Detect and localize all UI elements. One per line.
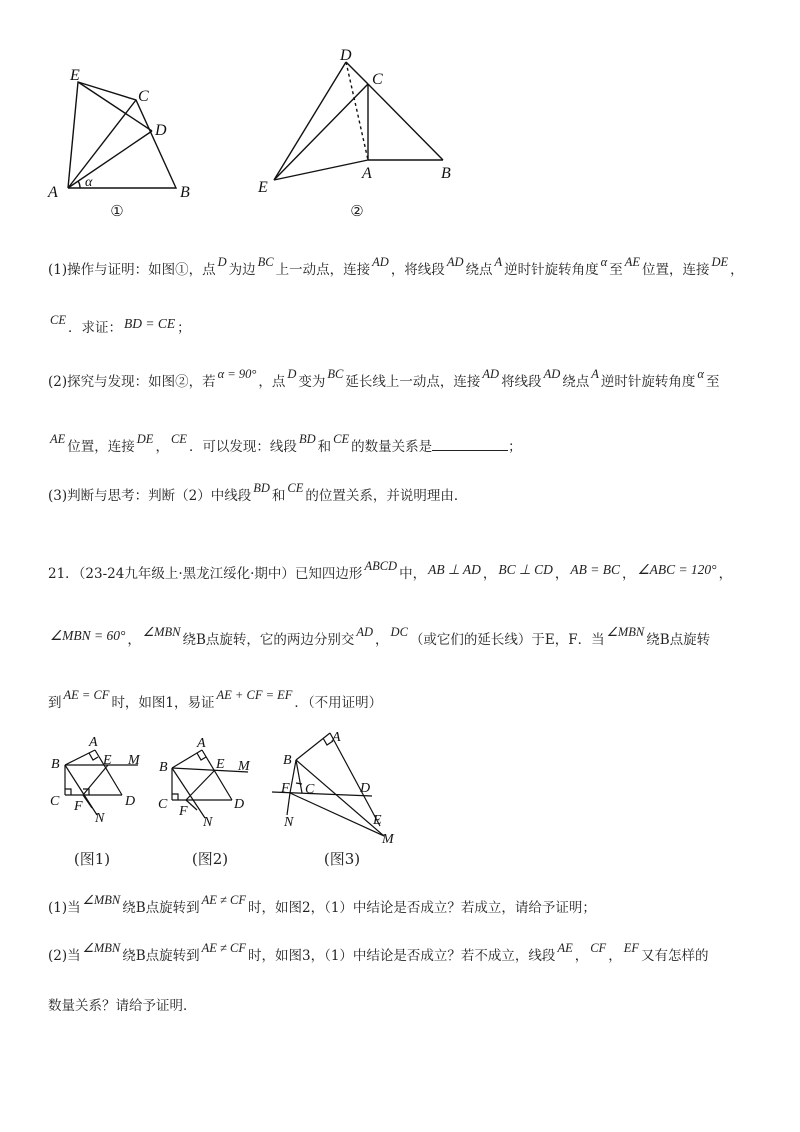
label-D: D	[360, 781, 371, 796]
q21-figure-2	[155, 730, 265, 830]
label-D: D	[340, 47, 352, 64]
figure-1-top	[40, 58, 220, 203]
q21-line3: 到 AE = CF 时，如图1，易证 AE + CF = EF ．（不用证明）	[48, 688, 383, 711]
q21-part1: (1)当 ∠MBN 绕B点旋转到 AE ≠ CF 时，如图2，（1）中结论是否成立？若成立，请给予证明；	[48, 893, 596, 916]
q21-figure-3-caption: (图3)	[323, 850, 361, 868]
q20-part2-line2: AE 位置，连接 DE ， CE ．可以发现：线段 BD 和 CE 的数量关系是 ；	[50, 432, 522, 455]
q21-part2-line1: (2)当 ∠MBN 绕B点旋转到 AE ≠ CF 时，如图3，（1）中结论是否成立？若不成立，线段 AE ， CF ， EF 又有怎样的	[48, 941, 709, 964]
label-E: E	[373, 813, 382, 828]
q20-part2-line1: (2)探究与发现：如图②，若 α = 90° ，点 D 变为 BC 延长线上一动点，连接 AD 将线段 AD 绕点 A 逆时针旋转角度 α 至	[48, 367, 720, 390]
answer-blank[interactable]	[432, 436, 508, 451]
label-B: B	[180, 184, 190, 201]
label-A: A	[197, 736, 206, 751]
label-A: A	[89, 735, 98, 750]
label-D: D	[234, 797, 245, 812]
label-C: C	[158, 797, 168, 812]
label-E: E	[258, 179, 268, 196]
label-E: E	[70, 67, 80, 84]
q21-part2-line2: 数量关系？请给予证明．	[48, 998, 197, 1014]
label-D: D	[125, 794, 136, 809]
label-F: F	[74, 799, 83, 814]
q21-line2: ∠MBN = 60° ， ∠MBN 绕B点旋转，它的两边分别交 AD ， DC （或它们的延长线）于E，F．当 ∠MBN 绕B点旋转	[50, 625, 711, 648]
label-M: M	[238, 759, 250, 774]
q21-figure-2-caption: (图2)	[191, 850, 229, 868]
label-C: C	[305, 782, 315, 797]
q20-part1-line2: CE ．求证： BD = CE ；	[50, 313, 191, 336]
label-A: A	[332, 730, 341, 745]
label-E: E	[216, 757, 225, 772]
label-B: B	[51, 757, 60, 772]
figure-2-caption: ②	[350, 202, 364, 220]
q21-figure-1-caption: (图1)	[73, 850, 111, 868]
q21-line1: 21．（23-24九年级上·黑龙江绥化·期中）已知四边形 ABCD 中， AB ⊥ AD ， BC ⊥ CD ， AB = BC ， ∠ABC = 120° ，	[48, 559, 733, 582]
q21-figure-1	[45, 730, 155, 825]
label-B: B	[283, 753, 292, 768]
label-B: B	[441, 165, 451, 182]
label-C: C	[138, 88, 149, 105]
label-E: E	[103, 753, 112, 768]
label-A: A	[362, 165, 372, 182]
label-N: N	[95, 811, 105, 826]
label-M: M	[128, 753, 140, 768]
label-B: B	[159, 760, 168, 775]
label-F: F	[281, 781, 290, 796]
label-N: N	[203, 815, 213, 830]
label-C: C	[372, 71, 383, 88]
label-A: A	[48, 184, 58, 201]
q20-part1-line1: (1)操作与证明：如图①，点 D 为边 BC 上一动点，连接 AD ，将线段 AD 绕点 A 逆时针旋转角度 α 至 AE 位置，连接 DE ，	[48, 255, 744, 278]
label-F: F	[179, 804, 188, 819]
label-N: N	[284, 815, 294, 830]
label-alpha: α	[85, 175, 93, 190]
figure-1-caption: ①	[110, 202, 124, 220]
label-D: D	[155, 122, 167, 139]
q21-figure-3	[268, 725, 408, 850]
q20-part3: (3)判断与思考：判断（2）中线段 BD 和 CE 的位置关系，并说明理由．	[48, 481, 468, 504]
label-C: C	[50, 794, 60, 809]
label-M: M	[382, 832, 394, 847]
figure-2-top	[250, 42, 465, 197]
